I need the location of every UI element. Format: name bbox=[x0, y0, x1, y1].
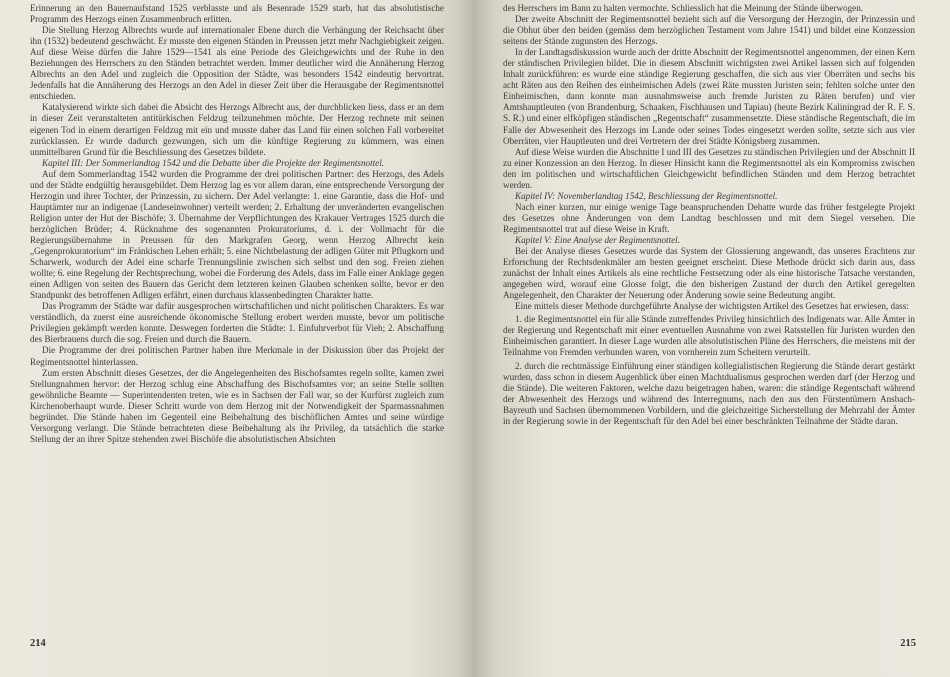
right-page bbox=[475, 0, 950, 677]
chapter-heading: Kapitel V: Eine Analyse der Regimentsnottel. bbox=[515, 234, 680, 245]
paragraph: Katalysierend wirkte sich dabei die Absicht des Herzogs Albrecht aus, der durchblicken liess, dass er an dem in dieser Zeit veranstalteten antitürkischen Feldzug teilzunehmen möchte. Der Herzog rechnete mit seinen eigenen Tod in einem derartigen Feldzug mit ein und musste daher das Land für einen solchen Fall vorbereitet zurücklassen. Er wurde dadurch gezwungen, sich um die künftige Regierung zu kümmern, was einen unmittelbaren Grund für die Beschliessung des Gesetzes bildete. bbox=[30, 102, 444, 157]
right-page-text bbox=[503, 3, 915, 427]
paragraph: Der zweite Abschnitt der Regimentsnottel bezieht sich auf die Versorgung der Herzogin, der Prinzessin und die Obhut über den beiden (gemäss dem herzöglichen Testament vom Jahre 1541) und bildet eine Konzession seitens der Stände zugunsten des Herzogs. bbox=[503, 14, 915, 47]
chapter-heading: Kapitel IV: Novemberlandtag 1542, Beschliessung der Regimentsnottel. bbox=[515, 190, 778, 201]
page-number-left: 214 bbox=[30, 638, 46, 649]
paragraph: Bei der Analyse dieses Gesetzes wurde das System der Glossierung angewandt, das unseres Erachtens zur Erforschung der Rechtsdenkmäler am besten geeignet erscheint. Diese Methode drückt sich darin aus, dass zunächst der Inhalt eines Artikels als eine rechtliche Festsetzung oder als eine historische Tatsache verstanden, angegeben wird, worauf eine Glosse folgt, die den bisherigen Zustand der durch den Artikel geregelten Angelegenheit, den Charakter der Neuerung oder Änderung sowie seine Bedeutung angibt. bbox=[503, 246, 915, 301]
paragraph: Die Programme der drei politischen Partner haben ihre Merkmale in der Diskussion über das Projekt der Regimentsnottel hinterlassen. bbox=[30, 345, 444, 367]
paragraph: Nach einer kurzen, nur einige wenige Tage beanspruchenden Debatte wurde das früher festgelegte Projekt des Gesetzes ohne Änderungen von dem Landtag beschlossen und mit dem Siegel versehen. Die Regimentsnottel trat auf diese Weise in Kraft. bbox=[503, 201, 915, 234]
paragraph: Das Programm der Städte war dafür ausgesprochen wirtschaftlichen und nicht politischen Charakters. Es war verständlich, da zuerst eine ausreichende ökonomische Stellung erobert werden musste, bevor um politische Privilegien gekämpft werden konnte. Deswegen forderten die Städte: 1. Einfuhrverbot für Vieh; 2. Abschaffung des Bierbrauens durch die sog. Freien und durch die Bauern. bbox=[30, 301, 444, 345]
paragraph: 1. die Regimentsnottel ein für alle Stände zutreffendes Privileg hinsichtlich des Indigenats war. Alle Ämter in der Regierung und Regentschaft mit einer eventuellen Ausnahme von zwei Ratsstellen für Juristen wurden den Einheimischen garantiert. In dieser Lage wurden alle absolutistischen Pläne des Herrschers, die meistens mit der Teilnahme von Fremden verbunden waren, von vornherein zum Scheitern verurteilt. bbox=[503, 314, 915, 358]
paragraph: des Herrschers im Bann zu halten vermochte. Schliesslich hat die Meinung der Stände überwogen. bbox=[503, 3, 864, 13]
paragraph: Eine mittels dieser Methode durchgeführte Analyse der wichtigsten Artikel des Gesetzes hat erwiesen, dass: bbox=[515, 301, 909, 312]
chapter-heading: Kapitel III: Der Sommerlandtag 1542 und die Debatte über die Projekte der Regimentsnottel. bbox=[42, 157, 385, 168]
paragraph: 2. durch die rechtmässige Einführung einer ständigen kollegialistischen Regierung die Stände derart gestärkt wurden, dass schon in diesem Augenblick über einen Machtdualismus gesprochen werden darf (der Herzog und die Stände). Die weiteren Faktoren, welche dazu beigetragen haben, waren: die ständige Regentschaft während der Abwesenheit des Herzogs und während des Interregnums, nach den aus den Fürstentümern Ansbach-Bayreuth und Sachsen übernommenen Vorbildern, und die gleichzeitige Sicherstellung der Mehrzahl der Ämter in der Regierung sowie in der Regentschaft für den Adel bei einer beschränkten Teilnahme der Städte daran. bbox=[503, 360, 915, 426]
paragraph: Erinnerung an den Bauernaufstand 1525 verblasste und als Besenrade 1529 starb, hat das absolutistische Programm des Herzogs einen Zusammenbruch erlitten. bbox=[30, 3, 444, 25]
paragraph: In der Landtagsdiskussion wurde auch der dritte Abschnitt der Regimentsnottel angenommen, der einen Kern der ständischen Privilegien bildet. Die in diesem Abschnitt wichtigsten zwei Artikel lassen sich auf folgenden Inhalt zurückführen: es wurde eine ständige Regierung geschaffen, die sich aus vier Oberräten und sechs bis acht Räten aus den Reihen des einheimischen Adels (zwei Räte mussten Juristen sein; fehlten solche unter den Einheimischen, dann konnte man ausnahmsweise auch fremde Juristen zu Räten berufen) und vier Amtshauptleuten (von Brandenburg, Schaaken, Fischhausen und Tapiau) (heute Bezirk Kaliningrad der R. F. S. S. R.) und einer elfköpfigen ständischen „Regentschaft“ zusammensetzte. Diese ständische Regentschaft, die im Falle der Abwesenheit des Herzogs im Lande oder seines Todes eingesetzt werden sollte, setzte sich aus vier Oberräten, vier Hauptleuten und drei Vertretern der drei Städte Königsberg zusammen. bbox=[503, 47, 915, 146]
paragraph: Auf dem Sommerlandtag 1542 wurden die Programme der drei politischen Partner: des Herzogs, des Adels und der Städte endgültig herausgebildet. Dem Herzog lag es vor allem daran, eine entsprechende Versorgung der Herzogin und ihrer Tochter, der Prinzessin, zu sichern. Der Adel verlangte: 1. eine Garantie, dass die Hof- und Hauptämter nur an indigenae (Landeseinwohner) verteilt werden; 2. Erhaltung der unveränderten evangelischen Religion unter der Hut der Bischöfe; 3. Übernahme der Verpflichtungen des Krakauer Vertrages 1525 durch die herzöglichen Brüder; 4. Rücknahme des sogenannten Prokuratoriums, d. i. der Vollmacht für die Regierungsübernahme in Preussen für den Markgrafen Georg, wenn Herzog Albrecht kein „Gegenprokuratorium“ im Fränkischen Lehen erhält; 5. eine Nichtbelastung der adligen Güter mit Pflugkorn und Scharwerk, wodurch der Adel eine scharfe Trennungslinie zwischen sich selbst und den sog. Freien ziehen wollte; 6. eine Regelung der Rechtsprechung, wobei die Forderung des Adels, dass im Falle einer Anklage gegen einen Adligen von seiten des Bauern das Gericht dem letzteren keinen Glauben schenken sollte, bevor er den Standpunkt des betroffenen Adligen erfährt, einen durchaus klassenbedingten Charakter hatte. bbox=[30, 168, 444, 301]
paragraph: Die Stellung Herzog Albrechts wurde auf internationaler Ebene durch die Verhängung der Reichsacht über ihn (1532) bedeutend geschwächt. Er musste den eigenen Ständen in Preussen jetzt mehr Nachgiebigkeit zeigen. Auf diese Weise dürfen die Jahre 1529—1541 als eine Periode des Gleichgewichts und der Ruhe in den Beziehungen des Herrschers zu den Ständen betrachtet werden. Immer deutlicher wird die Annäherung Herzog Albrechts an den Adel und zugleich die Opposition der Städte, was besonders 1542 eindeutig hervortrat. Jedenfalls hat die Annäherung des Herzogs an den Adel in dieser Zeit über die Herausgabe der Regimentsnottel entschieden. bbox=[30, 25, 444, 102]
left-page-text bbox=[30, 3, 444, 445]
page-number-right: 215 bbox=[900, 638, 916, 649]
paragraph: Auf diese Weise wurden die Abschnitte I und III des Gesetzes zu ständischen Privilegien und der Abschnitt II zu einer Konzession an den Herzog. In dieser Hinsicht kann die Regimentsnottel als ein Kompromiss zwischen den im politischen und wirtschaftlichen Gleichgewicht befindlichen Ständen und dem Herzog betrachtet werden. bbox=[503, 146, 915, 190]
paragraph: Zum ersten Abschnitt dieses Gesetzes, der die Angelegenheiten des Bischofsamtes regeln sollte, kamen zwei Stellungnahmen hervor: der Herzog schlug eine Abschaffung des Bischofsamtes vor; an seine Stelle sollten gewöhnliche Beamte — Superintendenten treten, wie es in Sachsen der Fall war, so der Kurfürst zugleich zum Kirchenoberhaupt wurde. Dieser Schritt wurde von dem Herzog mit der Notwendigkeit der Sparmassnahmen begründet. Die Stände haben im Gegenteil eine Beibehaltung des bischöflichen Amtes und seine würdige Versorgung verlangt. Die Stände betrachteten diese Beibehaltung als ihr Privileg, da tatsächlich die starke Stellung der an ihrer Spitze stehenden zwei Bischöfe die absolutistischen Absichten bbox=[30, 367, 444, 444]
